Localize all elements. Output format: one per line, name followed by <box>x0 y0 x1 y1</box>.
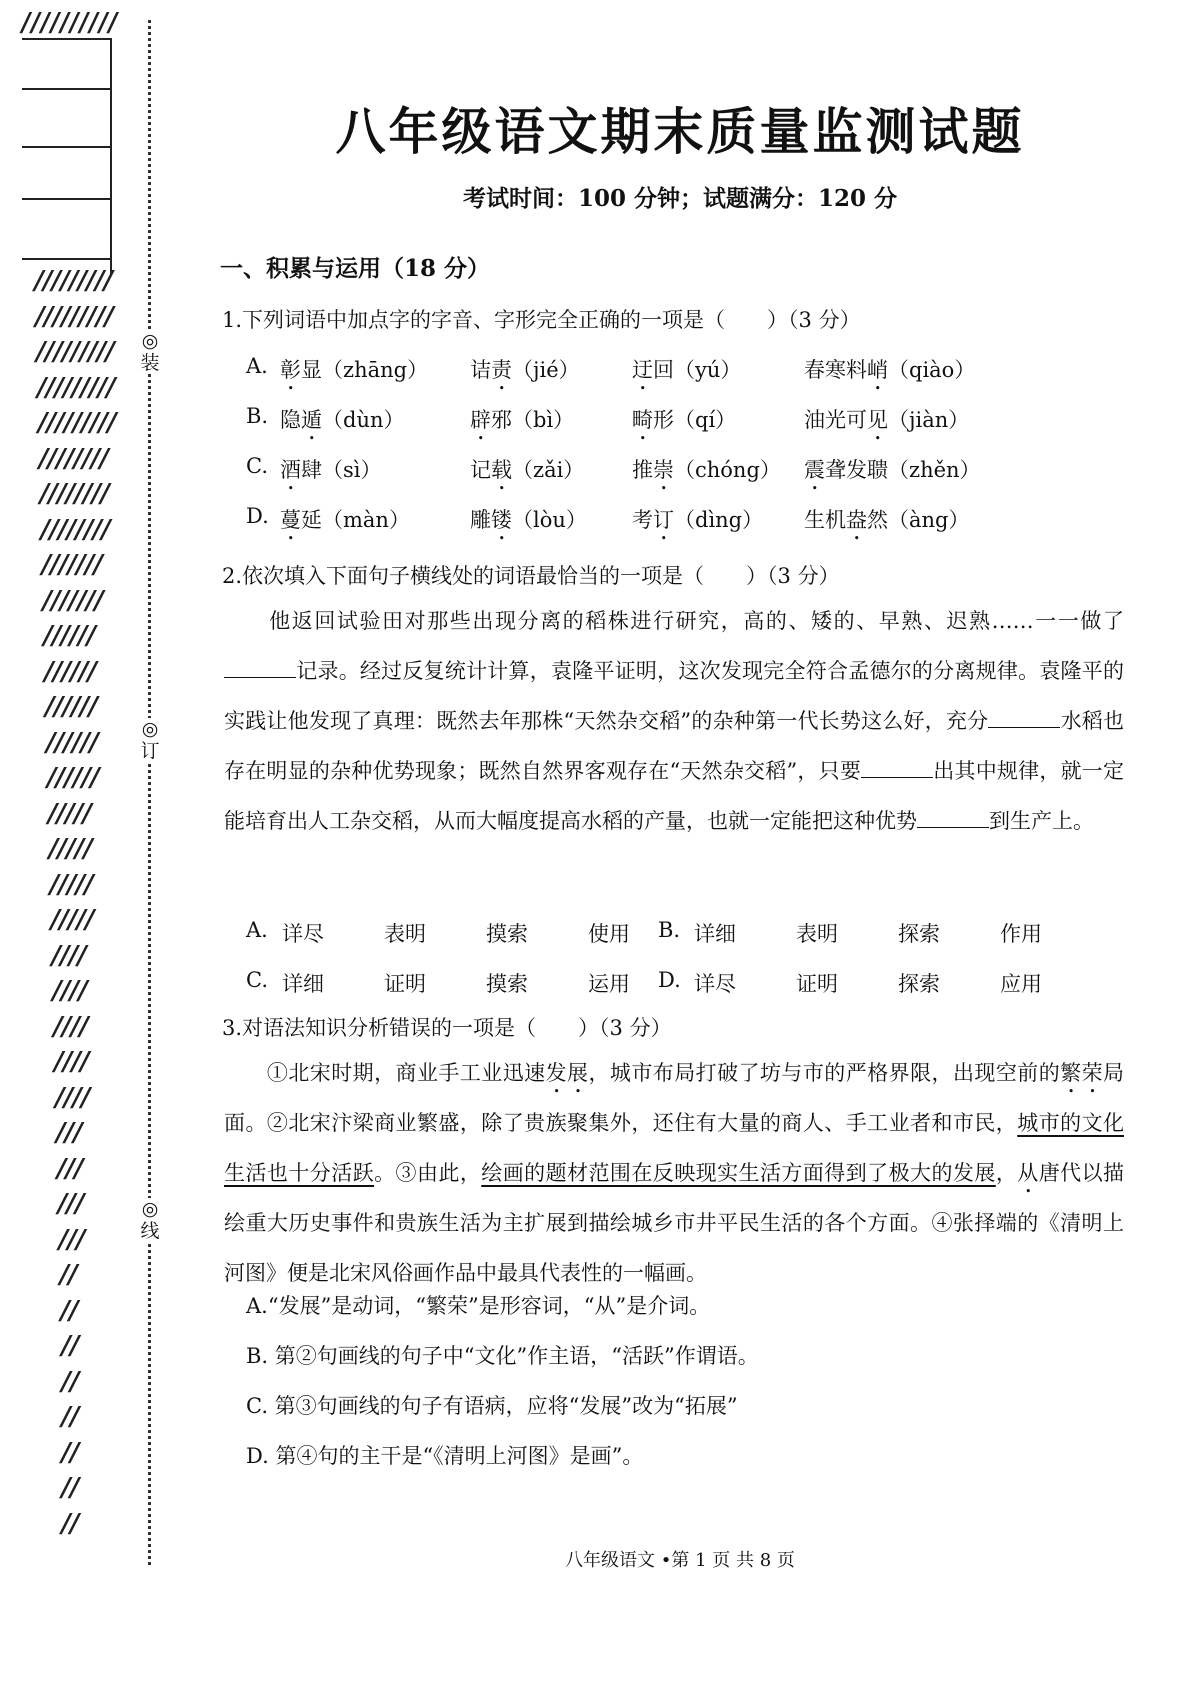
dotted-char: 订 <box>653 508 674 532</box>
option-word: 详尽 <box>694 972 736 996</box>
page-footer: 八年级语文 •第 1 页 共 8 页 <box>565 1550 795 1571</box>
word-item <box>470 404 574 445</box>
margin-hatch-row: ////// <box>41 621 93 651</box>
margin-hatch-row: /// <box>55 1189 82 1219</box>
option-word: 应用 <box>1000 972 1042 996</box>
word-part: 回（yú） <box>653 358 742 382</box>
word-part: 邪（bì） <box>491 408 575 432</box>
margin-hatch-row: // <box>58 1295 76 1326</box>
word-item <box>470 354 580 395</box>
fill-blank[interactable] <box>917 807 989 828</box>
passage-text: 。③由此， <box>374 1161 482 1185</box>
margin-hatch-row: // <box>59 1366 77 1397</box>
option-label: C. <box>246 454 268 478</box>
option-word: 探索 <box>898 972 940 996</box>
word-item <box>632 504 763 545</box>
margin-hatch-row: //////// <box>38 514 108 545</box>
margin-hatch-row: ////// <box>41 656 94 687</box>
dotted-char: 畸 <box>632 408 653 432</box>
word-item <box>470 504 587 545</box>
question-2-option <box>658 968 1068 1002</box>
margin-hatch-row: ////// <box>43 727 96 758</box>
margin-hatch-row: // <box>57 1260 75 1290</box>
margin-hatch-row: ////// <box>42 692 95 722</box>
option-word: 运用 <box>588 972 630 996</box>
fill-blank[interactable] <box>988 707 1060 728</box>
info-line <box>22 88 110 90</box>
word-item <box>470 454 584 495</box>
question-2-stem: 2.依次填入下面句子横线处的词语最恰当的一项是（ ）（3 分） <box>222 564 840 588</box>
margin-hatch-row: /////// <box>40 585 101 616</box>
margin-hatch-row: // <box>59 1473 77 1503</box>
question-3-stem: 3.对语法知识分析错误的一项是（ ）（3 分） <box>222 1016 672 1040</box>
dotted-word: 发展 <box>545 1061 589 1085</box>
question-3-option-a: A.“发展”是动词，“繁荣”是形容词，“从”是介词。 <box>246 1294 711 1318</box>
question-3-option-c: C. 第③句画线的句子有语病，应将“发展”改为“拓展” <box>246 1394 738 1418</box>
option-word: 详尽 <box>282 922 324 946</box>
exam-info: 考试时间：100 分钟；试题满分：120 分 <box>462 185 898 212</box>
margin-hatch-row: ///////// <box>34 372 113 403</box>
fill-blank[interactable] <box>861 757 933 778</box>
word-item <box>804 454 981 495</box>
question-2-option <box>246 968 656 1002</box>
word-part: 延（màn） <box>301 508 410 532</box>
page-title: 八年级语文期末质量监测试题 <box>335 102 1025 161</box>
question-3-passage <box>224 1048 1124 1298</box>
option-word: 使用 <box>588 922 630 946</box>
binding-dotted-line <box>148 20 151 1565</box>
word-part: 显（zhāng） <box>301 358 429 382</box>
passage-text: 到生产上。 <box>989 809 1094 833</box>
dotted-word: 从 <box>1017 1161 1039 1185</box>
dotted-char: 镂 <box>491 508 512 532</box>
binding-margin <box>18 8 118 1568</box>
margin-hatch-row: ////// <box>44 763 97 793</box>
margin-hatch-row: /// <box>56 1224 83 1255</box>
word-item <box>280 454 382 495</box>
passage-text: ①北宋时期，商业手工业迅速 <box>224 1061 546 1085</box>
word-part: 油光可 <box>804 408 867 432</box>
option-label: B. <box>658 918 681 942</box>
question-2-passage <box>224 596 1124 846</box>
passage-text: ，城市布局打破了坊与市的严格界限，出现空前的 <box>588 1061 1061 1085</box>
question-1-option-row <box>246 504 1146 538</box>
margin-hatch-row: ///// <box>46 834 90 864</box>
word-part: 形（qí） <box>653 408 737 432</box>
passage-text: 唐代以描绘重大历史事件和贵族生活为主扩展到描绘城乡市井平民生活的各个方面。④张择端的《清明上河图》便是北宋风俗画作品中最具代表性的一幅画。 <box>224 1161 1125 1285</box>
dotted-char: 遁 <box>301 408 322 432</box>
word-part: 推 <box>632 458 653 482</box>
dotted-char: 崇 <box>653 458 674 482</box>
student-info-box <box>18 38 112 274</box>
word-part: 肆（sì） <box>301 458 382 482</box>
option-word: 摸索 <box>486 922 528 946</box>
dotted-char: 蔓 <box>280 508 301 532</box>
margin-hatch-row: ///// <box>47 869 91 900</box>
word-part: （chóng） <box>674 458 781 482</box>
word-part: 生机 <box>804 508 846 532</box>
word-part: 隐 <box>280 408 301 432</box>
passage-text: 他返回试验田对那些出现分离的稻株进行研究，高的、矮的、早熟、迟熟……一一做了 <box>224 609 1124 633</box>
option-word: 证明 <box>384 972 426 996</box>
option-word: 详细 <box>282 972 324 996</box>
option-word: 表明 <box>384 922 426 946</box>
word-part: （jié） <box>512 358 580 382</box>
question-2-option <box>658 918 1068 952</box>
margin-hatch-row: // <box>59 1437 77 1468</box>
margin-hatch-row: // <box>59 1331 77 1361</box>
word-part: （dìng） <box>674 508 764 532</box>
word-item <box>632 404 736 445</box>
passage-text: ， <box>995 1161 1018 1185</box>
info-line <box>22 198 110 200</box>
passage-text: 出其中规律，就一定能培育出人工杂交稻，从而大幅度提高水稻的产量，也就一定能把这种优势 <box>224 759 1124 833</box>
option-label: D. <box>246 504 269 528</box>
word-part: （dùn） <box>322 408 405 432</box>
word-item <box>804 504 970 545</box>
margin-hatch-top: ////////// <box>18 8 115 38</box>
word-item <box>632 354 741 395</box>
margin-hatch-row: //// <box>51 1047 87 1077</box>
margin-hatch-row: ///////// <box>32 301 111 332</box>
word-part: （jiàn） <box>888 408 970 432</box>
margin-hatch-row: //// <box>50 1011 86 1042</box>
dotted-char: 震 <box>804 458 825 482</box>
question-1-option-row <box>246 404 1146 438</box>
dotted-char: 迂 <box>632 358 653 382</box>
margin-hatch-row: //// <box>49 940 84 971</box>
underlined-sentence: 城市的文化生活也十分活跃 <box>224 1111 1125 1185</box>
word-item <box>804 354 975 395</box>
margin-hatch-row: /// <box>53 1118 80 1148</box>
question-3-option-b: B. 第②句画线的句子中“文化”作主语，“活跃”作谓语。 <box>246 1344 759 1368</box>
passage-text: 水稻也存在明显的杂种优势现象；既然自然界客观存在“天然杂交稻”，只要 <box>224 709 1125 783</box>
margin-hatch-row: /// <box>54 1153 81 1184</box>
passage-text: 局面。②北宋汴梁商业繁盛，除了贵族聚集外，还住有大量的商人、手工业者和市民， <box>224 1061 1125 1135</box>
margin-hatch-row: //////// <box>36 443 106 474</box>
info-line <box>22 146 110 148</box>
word-part: （qiào） <box>888 358 976 382</box>
margin-hatch-row: ///// <box>45 798 89 829</box>
option-word: 探索 <box>898 922 940 946</box>
passage-text: 记录。经过反复统计计算，袁隆平证明，这次发现完全符合孟德尔的分离规律。袁隆平的实践让他发现了真理：既然去年那株“天然杂交稻”的杂种第一代长势这么好，充分 <box>224 659 1124 733</box>
option-word: 作用 <box>1000 922 1042 946</box>
word-part: 然（àng） <box>867 508 970 532</box>
fill-blank[interactable] <box>224 657 296 678</box>
margin-hatch-row: ///// <box>48 905 92 935</box>
question-2-option <box>246 918 656 952</box>
margin-hatch-row: //// <box>52 1082 88 1113</box>
margin-hatch-row: ///////// <box>35 408 114 438</box>
margin-hatch-row: //// <box>50 976 85 1006</box>
info-line <box>22 258 110 260</box>
dotted-char: 彰 <box>280 358 301 382</box>
margin-hatch-row: // <box>59 1402 77 1432</box>
dotted-char: 见 <box>867 408 888 432</box>
word-item <box>280 504 410 545</box>
dotted-char: 责 <box>491 358 512 382</box>
dotted-char: 载 <box>491 458 512 482</box>
word-part: 诘 <box>470 358 491 382</box>
dotted-char: 峭 <box>867 358 888 382</box>
underlined-sentence: 绘画的题材范围在反映现实生活方面得到了极大的发展 <box>481 1161 996 1185</box>
word-item <box>280 354 428 395</box>
question-1-stem: 1.下列词语中加点字的字音、字形完全正确的一项是（ ）（3 分） <box>222 308 861 332</box>
dotted-char: 辟 <box>470 408 491 432</box>
question-1-option-row <box>246 354 1146 388</box>
option-label: A. <box>246 918 268 942</box>
margin-hatch-row: //////// <box>37 479 107 509</box>
margin-hatch-row: // <box>59 1508 77 1539</box>
option-label: C. <box>246 968 268 992</box>
margin-hatch-row: ///////// <box>33 337 112 367</box>
option-label: D. <box>658 968 681 992</box>
section-heading: 一、积累与运用（18 分） <box>220 255 491 282</box>
margin-hatch-row: /////// <box>39 550 100 580</box>
option-label: B. <box>246 404 269 428</box>
margin-hatch-row: ///////// <box>32 266 110 296</box>
dotted-char: 酒 <box>280 458 301 482</box>
word-part: 记 <box>470 458 491 482</box>
question-1-option-row <box>246 454 1146 488</box>
word-part: 春寒料 <box>804 358 867 382</box>
word-item <box>804 404 969 445</box>
question-3-option-d: D. 第④句的主干是“《清明上河图》是画”。 <box>246 1444 644 1468</box>
word-part: 雕 <box>470 508 491 532</box>
binding-mark-zhuang: ◎装 <box>140 330 160 374</box>
word-item <box>280 404 405 445</box>
word-item <box>632 454 781 495</box>
option-word: 详细 <box>694 922 736 946</box>
word-part: 聋发聩（zhěn） <box>825 458 981 482</box>
option-word: 证明 <box>796 972 838 996</box>
word-part: 考 <box>632 508 653 532</box>
binding-mark-ding: ◎订 <box>140 718 160 762</box>
binding-mark-xian: ◎线 <box>140 1198 160 1242</box>
option-word: 表明 <box>796 922 838 946</box>
word-part: （zǎi） <box>512 458 585 482</box>
info-line <box>22 38 110 40</box>
dotted-word: 繁荣 <box>1060 1061 1104 1085</box>
dotted-char: 盎 <box>846 508 867 532</box>
option-word: 摸索 <box>486 972 528 996</box>
option-label: A. <box>246 354 268 378</box>
word-part: （lòu） <box>512 508 587 532</box>
